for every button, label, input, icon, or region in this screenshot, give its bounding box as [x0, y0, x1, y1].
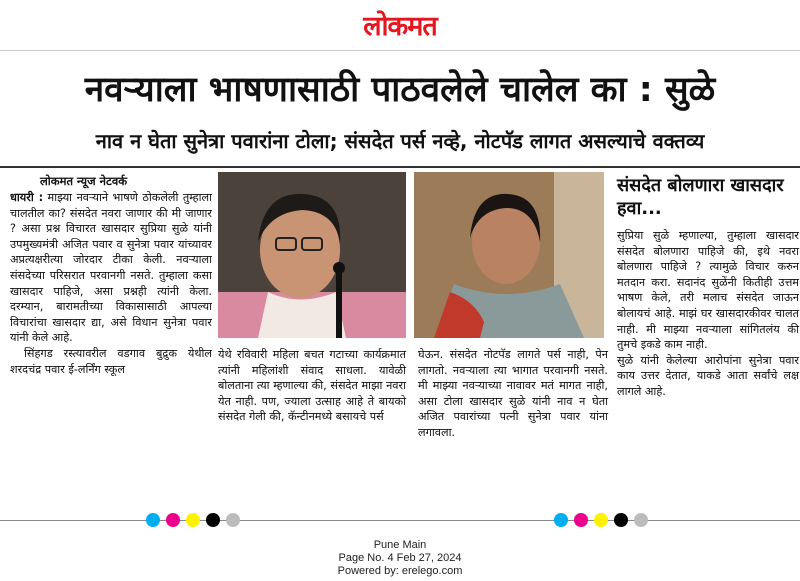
- article-column-1: [10, 190, 212, 490]
- dateline: धायरी :: [10, 191, 44, 204]
- headline-divider: [0, 166, 800, 168]
- subheadline: नाव न घेता सुनेत्रा पवारांना टोला; संसदेत पर्स नव्हे, नोटपॅड लागत असल्याचे वक्तव्य: [95, 129, 705, 153]
- article-column-3: घेऊन. संसदेत नोटपॅड लागते पर्स नाही, पेन लागतो. नवऱ्याला त्या भागात परवानगी नसते. मी माझ्या नवऱ्याच्या नावावर मतं मागत नाही, असा टोला खासदार सुळे यांनी नाव न घेता अजित पवारांच्या पत्नी सुनेत्रा पवार यांना लगावला.: [418, 348, 608, 439]
- photo-illustration: [218, 172, 406, 338]
- sidebar-column: [617, 228, 799, 400]
- column-1-paragraph-2: सिंहगड रस्त्यावरील वडगाव बुद्रुक येथील शरदचंद्र पवार ई-लर्निंग स्कूल: [10, 346, 212, 376]
- color-registration-dots-left: [146, 512, 246, 524]
- cyan-dot: [146, 513, 160, 527]
- masthead: [0, 0, 800, 50]
- masthead-rule: [0, 50, 800, 51]
- sidebar-paragraph-2: सुळे यांनी केलेल्या आरोपांना सुनेत्रा पवार काय उत्तर देतात, याकडे आता सर्वांचे लक्ष लागले आहे.: [617, 353, 799, 398]
- photo-supriya-sule: [218, 172, 406, 338]
- headline: नवऱ्याला भाषणासाठी पाठवलेले चालेल का : सुळे: [84, 70, 716, 110]
- sidebar-title: संसदेत बोलणारा खासदार हवा...: [617, 175, 784, 219]
- lokmat-logo: लोकमत: [363, 11, 437, 42]
- yellow-dot: [594, 513, 608, 527]
- footer-page-date: Page No. 4 Feb 27, 2024: [338, 552, 462, 564]
- grey-dot: [226, 513, 240, 527]
- black-dot: [614, 513, 628, 527]
- byline: लोकमत न्यूज नेटवर्क: [40, 174, 128, 188]
- magenta-dot: [166, 513, 180, 527]
- article-column-2: येथे रविवारी महिला बचत गटाच्या कार्यक्रमात त्यांनी महिलांशी संवाद साधला. यावेळी बोलताना त्या म्हणाल्या की, संसदेत माझा नवरा येत नाही. पण, ज्याला उत्साह आहे ते बायको संसदेत गेली की, कॅन्टीनमध्ये बसायचे पर्स: [218, 348, 406, 424]
- sidebar-paragraph-1: सुप्रिया सुळे म्हणाल्या, तुम्हाला खासदार संसदेत बोलणारा पाहिजे की, इथे नवरा बोलणारा पाहिजे ? त्यामुळे विचार करुन मतदान करा. सदानंद सुळेंनी कितीही उत्तम भाषण केले, तरी मलाच संसदेत जाऊन बोलायचं आहे. माझं घर खासदारकीवर चालत नाही. मी माझ्या नवऱ्याला सांगितलंय की तुमचे इकडे काम नाही.: [617, 229, 799, 352]
- photo-illustration-2: [414, 172, 604, 338]
- photo-sunetra-pawar: [414, 172, 604, 338]
- magenta-dot: [574, 513, 588, 527]
- footer-rule: [0, 520, 800, 521]
- yellow-dot: [186, 513, 200, 527]
- footer-edition: Pune Main: [373, 539, 427, 551]
- black-dot: [206, 513, 220, 527]
- grey-dot: [634, 513, 648, 527]
- column-1-paragraph-1: माझ्या नवऱ्याने भाषणे ठोकलेली तुम्हाला चालतील का? संसदेत नवरा जाणार की मी जाणार ? असा प्रश्न विचारत खासदार सुप्रिया सुळे यांनी उपमुख्यमंत्री अजित पवार व सुनेत्रा पवार यांच्यावर अप्रत्यक्षरीत्या जोरदार टीका केली. नवऱ्याला संसदेच्या परिसरात परवानगी नसते. तुम्हाला कसा खासदार पाहिजे, असा प्रश्नही त्यांनी केला. दरम्यान, बारामतीच्या विकासासाठी आपल्या विचारांचा खासदार द्या, असे विधान सुनेत्रा पवार यांनी केले आहे.: [10, 191, 212, 345]
- color-registration-dots-right: [554, 512, 654, 524]
- footer-powered-by: Powered by: erelego.com: [337, 565, 463, 577]
- cyan-dot: [554, 513, 568, 527]
